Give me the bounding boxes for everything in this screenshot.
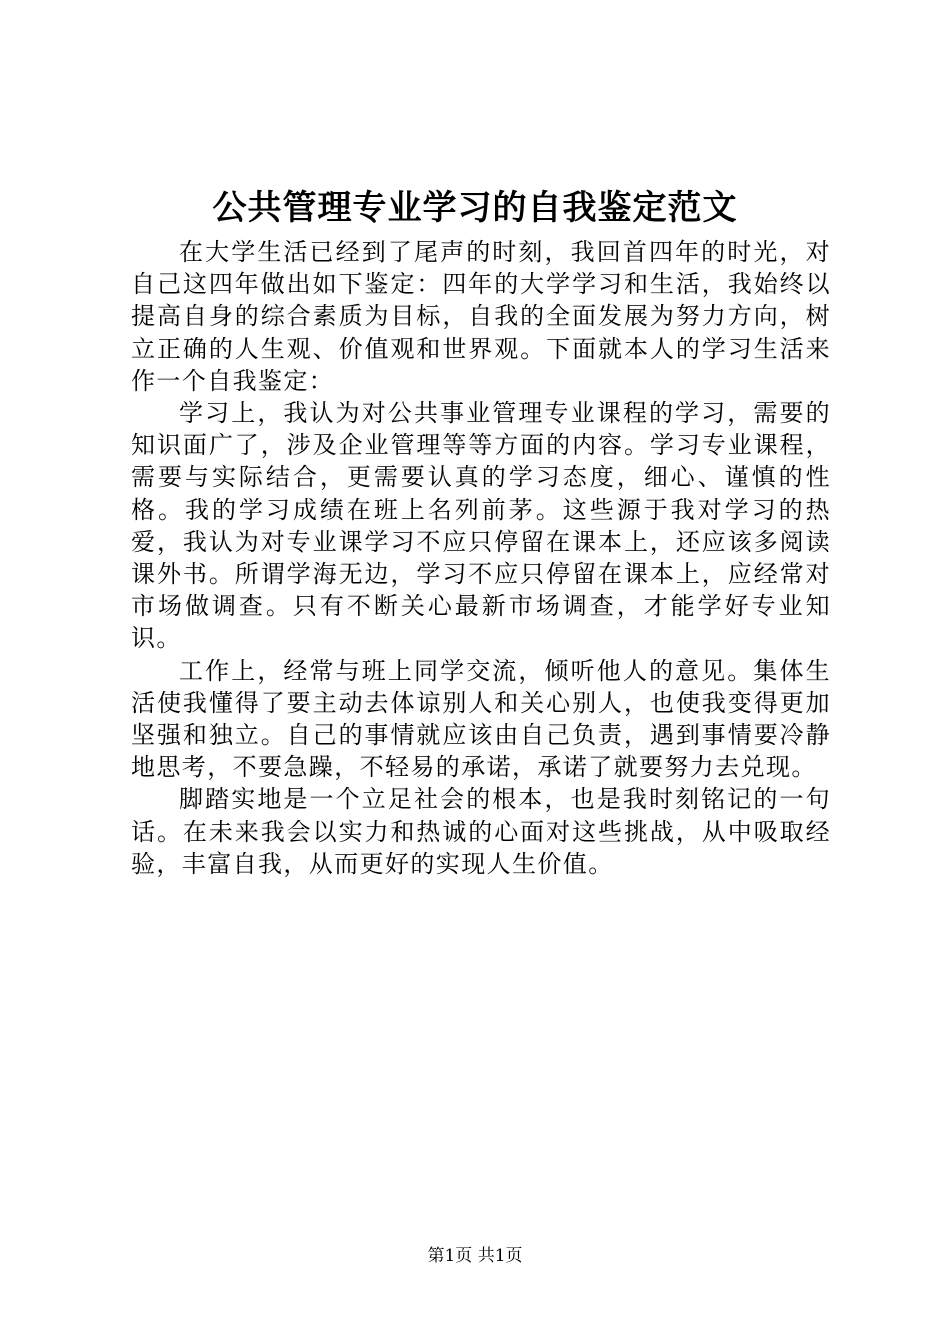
document-title: 公共管理专业学习的自我鉴定范文: [212, 188, 738, 228]
paragraph-work: 工作上，经常与班上同学交流，倾听他人的意见。集体生活使我懂得了要主动去体谅别人和关心别人，也使我变得更加坚强和独立。自己的事情就应该由自己负责，遇到事情要冷静地思考，不要急躁，不轻易的承诺，承诺了就要努力去兑现。: [131, 656, 831, 782]
paragraph-conclusion: 脚踏实地是一个立足社会的根本，也是我时刻铭记的一句话。在未来我会以实力和热诚的心面对这些挑战，从中吸取经验，丰富自我，从而更好的实现人生价值。: [131, 785, 831, 878]
document-body: [131, 236, 831, 880]
paragraph-study: 学习上，我认为对公共事业管理专业课程的学习，需要的知识面广了，涉及企业管理等等方面的内容。学习专业课程，需要与实际结合，更需要认真的学习态度，细心、谨慎的性格。我的学习成绩在班上名列前茅。这些源于我对学习的热爱，我认为对专业课学习不应只停留在课本上，还应该多阅读课外书。所谓学海无边，学习不应只停留在课本上，应经常对市场做调查。只有不断关心最新市场调查，才能学好专业知识。: [131, 399, 831, 653]
paragraph-intro: 在大学生活已经到了尾声的时刻，我回首四年的时光，对自己这四年做出如下鉴定：四年的大学学习和生活，我始终以提高自身的综合素质为目标，自我的全面发展为努力方向，树立正确的人生观、价值观和世界观。下面就本人的学习生活来作一个自我鉴定：: [131, 238, 831, 395]
page-number-footer: 第1页 共1页: [427, 1246, 523, 1266]
